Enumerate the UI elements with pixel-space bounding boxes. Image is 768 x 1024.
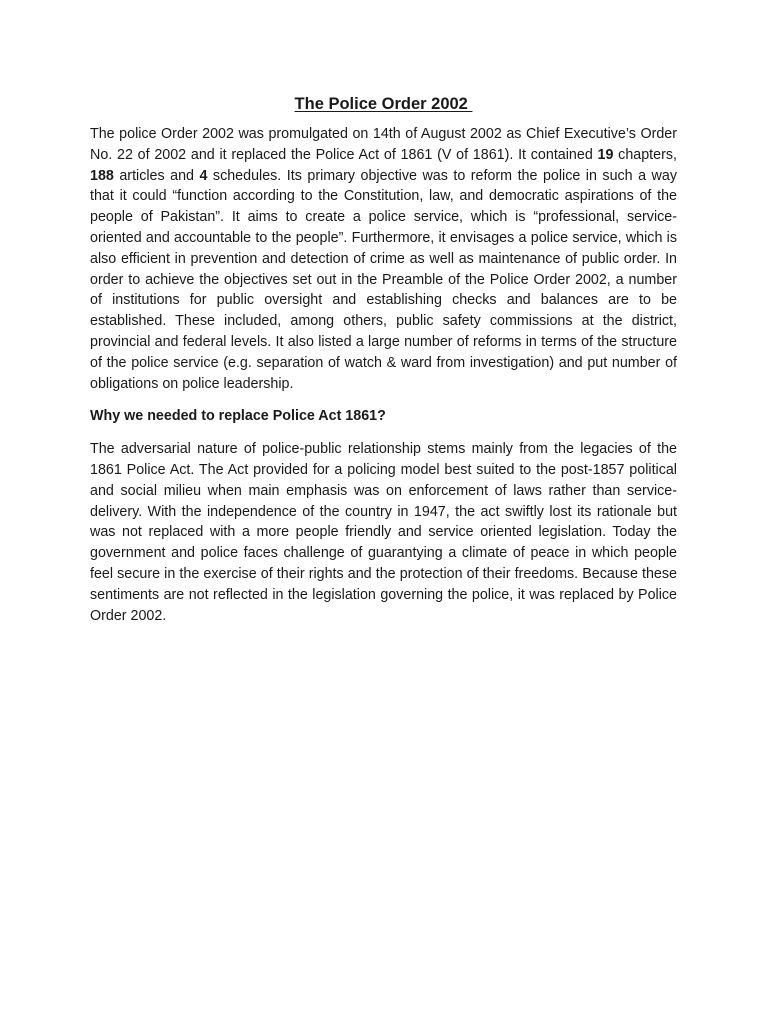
articles-count: 188 — [90, 167, 114, 184]
schedules-count: 4 — [199, 167, 208, 184]
paragraph-police-order-overview — [90, 124, 677, 394]
paragraph1-text-4: schedules. Its primary objective was to reform the police in such a way that it could “function according to the Constitution, law, and democratic aspirations of the people of Pakistan”. It aims to create a police service, which is “professional, service-oriented and accountable to the people”. Furthermore, it envisages a police service, which is also efficient in prevention and detection of crime as well as maintenance of public order. In order to achieve the objectives set out in the Preamble of the Police Order 2002, a number of institutions for public oversight and establishing checks and balances are to be established. These included, among others, public safety commissions at the district, provincial and federal levels. It also listed a large number of reforms in terms of the structure of the police service (e.g. separation of watch & ward from investigation) and put number of obligations on police leadership. — [90, 167, 677, 392]
chapters-count: 19 — [597, 146, 614, 163]
paragraph1-text-3: articles and — [113, 167, 200, 184]
document-page — [90, 94, 677, 626]
document-title: The Police Order 2002 — [294, 95, 473, 113]
section-heading-why-replace: Why we needed to replace Police Act 1861? — [90, 408, 386, 425]
paragraph1-text-2: chapters, — [613, 146, 677, 163]
paragraph1-text-1: The police Order 2002 was promulgated on 14th of August 2002 as Chief Executive’s Order No. 22 of 2002 and it replaced the Police Act of 1861 (V of 1861). It contained — [90, 126, 677, 163]
paragraph-why-replace: The adversarial nature of police-public relationship stems mainly from the legacies of the 1861 Police Act. The Act provided for a policing model best suited to the post-1857 political and social milieu when main emphasis was on enforcement of laws rather than service-delivery. With the independence of the country in 1947, the act swiftly lost its rationale but was not replaced with a more people friendly and service oriented legislation. Today the government and police faces challenge of guarantying a climate of peace in which people feel secure in the exercise of their rights and the protection of their freedoms. Because these sentiments are not reflected in the legislation governing the police, it was replaced by Police Order 2002. — [90, 441, 677, 624]
